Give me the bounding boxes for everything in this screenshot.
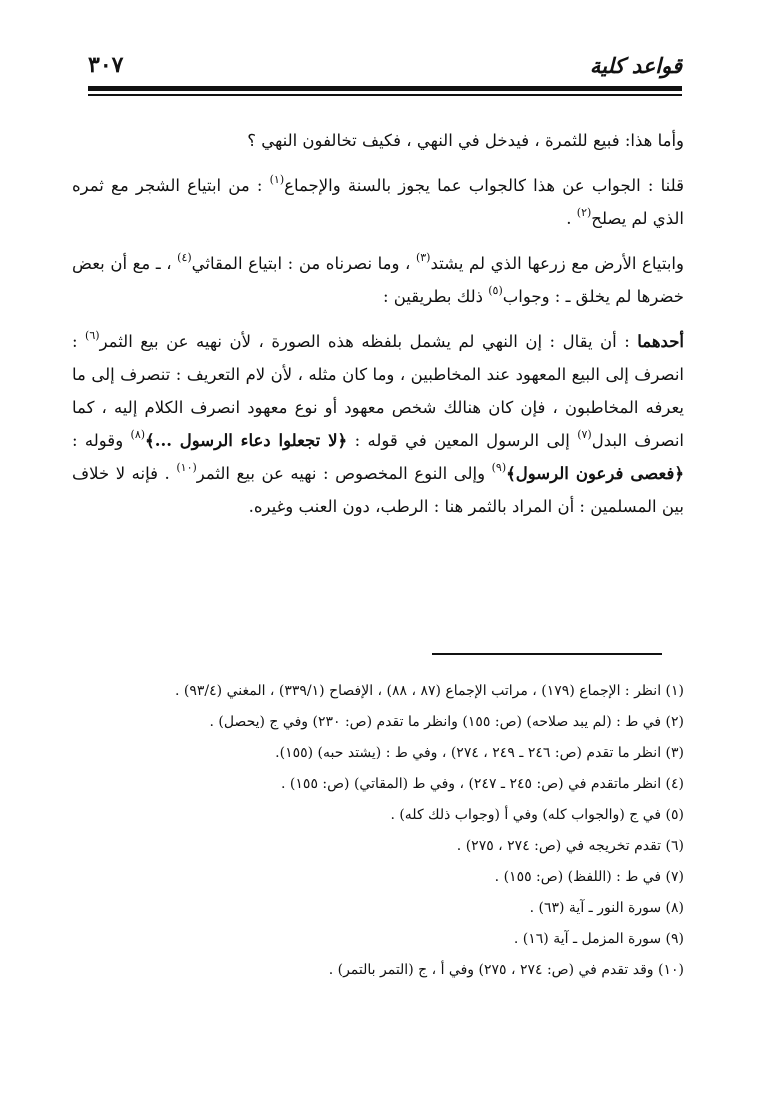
footnote-ref-8[interactable]: (٨) xyxy=(130,427,146,441)
paragraph-3 xyxy=(72,247,684,313)
footnote-ref-7[interactable]: (٧) xyxy=(577,427,592,441)
footnote-8: (٨) سورة النور ـ آية (٦٣) . xyxy=(529,900,684,916)
footnote-9: (٩) سورة المزمل ـ آية (١٦) . xyxy=(513,931,684,947)
footnote-ref-2[interactable]: (٢) xyxy=(576,205,592,219)
paragraph-4-text-a: : أن يقال : إن النهي لم يشمل بلفظه هذه الصورة ، لأن نهيه عن بيع الثمر xyxy=(99,332,638,351)
footnote-7: (٧) في ط : (اللفظ) (ص: ١٥٥) . xyxy=(494,869,684,885)
paragraph-1-text: وأما هذا: فبيع للثمرة ، فيدخل في النهي ، فكيف تخالفون النهي ؟ xyxy=(247,131,684,150)
paragraph-2-text-c: . xyxy=(566,209,577,228)
paragraph-4-text-d: وقوله : xyxy=(72,431,131,450)
paragraph-4-lead: أحدهما xyxy=(637,332,684,351)
main-text xyxy=(72,124,684,523)
footnote-5: (٥) في ج (والجواب كله) وفي أ (وجواب ذلك كله) . xyxy=(390,807,684,823)
paragraph-4-text-c: إلى الرسول المعين في قوله : xyxy=(347,431,578,450)
footnote-6: (٦) تقدم تخريجه في (ص: ٢٧٤ ، ٢٧٥) . xyxy=(456,838,684,854)
paragraph-3-text-c: ، ـ مع أن بعض خضرها لم يخلق ـ : وجواب xyxy=(72,254,684,306)
footnote-separator xyxy=(432,653,662,655)
header-rule-thin xyxy=(88,94,682,96)
paragraph-4-text-f: . فإنه لا خلاف بين المسلمين : أن المراد بالثمر هنا : الرطب، دون العنب وغيره. xyxy=(72,464,684,516)
paragraph-4-text-e: وإلى النوع المخصوص : نهيه عن بيع الثمر xyxy=(196,464,492,483)
footnote-3: (٣) انظر ما تقدم (ص: ٢٤٦ ـ ٢٤٩ ، ٢٧٤) ، وفي ط : (يشتد حبه) (١٥٥). xyxy=(275,745,684,761)
paragraph-3-text-b: ، وما نصرناه من : ابتياع المقاثي xyxy=(191,254,416,273)
footnote-1: (١) انظر : الإجماع (١٧٩) ، مراتب الإجماع (٨٧ ، ٨٨) ، الإفصاح (٣٣٩/١) ، المغني (٩٣/٤) . xyxy=(175,683,684,699)
running-title: قواعد كلية xyxy=(589,52,682,78)
paragraph-1 xyxy=(72,124,684,157)
footnote-4: (٤) انظر ماتقدم في (ص: ٢٤٥ ـ ٢٤٧) ، وفي ط (المقاتي) (ص: ١٥٥) . xyxy=(281,776,684,792)
paragraph-3-text-d: ذلك بطريقين : xyxy=(382,287,489,306)
quran-verse-1: ﴿لا تجعلوا دعاء الرسول ...﴾ xyxy=(145,431,348,450)
quran-verse-2: ﴿فعصى فرعون الرسول﴾ xyxy=(506,464,684,483)
footnote-2: (٢) في ط : (لم يبد صلاحه) (ص: ١٥٥) وانظر ما تقدم (ص: ٢٣٠) وفي ج (يحصل) . xyxy=(209,714,684,730)
footnote-ref-9[interactable]: (٩) xyxy=(491,460,507,474)
footnote-ref-1[interactable]: (١) xyxy=(269,172,285,186)
footnotes xyxy=(72,676,684,986)
paragraph-2-text-a: قلنا : الجواب عن هذا كالجواب عما يجوز بالسنة والإجماع xyxy=(284,176,684,195)
footnote-ref-10[interactable]: (١٠) xyxy=(176,460,197,474)
paragraph-4 xyxy=(72,325,684,523)
footnote-10: (١٠) وقد تقدم في (ص: ٢٧٤ ، ٢٧٥) وفي أ ، ج (التمر بالتمر) . xyxy=(328,962,684,978)
page-header xyxy=(88,48,682,82)
paragraph-2 xyxy=(72,169,684,235)
paragraph-3-text-a: وابتياع الأرض مع زرعها الذي لم يشتد xyxy=(430,254,684,273)
header-rule-thick xyxy=(88,86,682,91)
footnote-ref-5[interactable]: (٥) xyxy=(488,283,503,297)
footnote-ref-6[interactable]: (٦) xyxy=(85,328,100,342)
page-number: ٣٠٧ xyxy=(88,52,124,78)
footnote-ref-3[interactable]: (٣) xyxy=(415,250,431,264)
footnote-ref-4[interactable]: (٤) xyxy=(177,250,192,264)
paragraph-4-text-b: : انصرف إلى البيع المعهود عند المخاطبين ، وما كان مثله ، لأن لام التعريف : تنصرف إلى ما يعرفه المخاطبون ، فإن كان هنالك شخص معهود أو نوع معهود انصرف الكلام إليه ، كما انصرف البدل xyxy=(72,332,684,450)
paragraph-2-text-b: : من ابتياع الشجر مع ثمره الذي لم يصلح xyxy=(72,176,684,228)
